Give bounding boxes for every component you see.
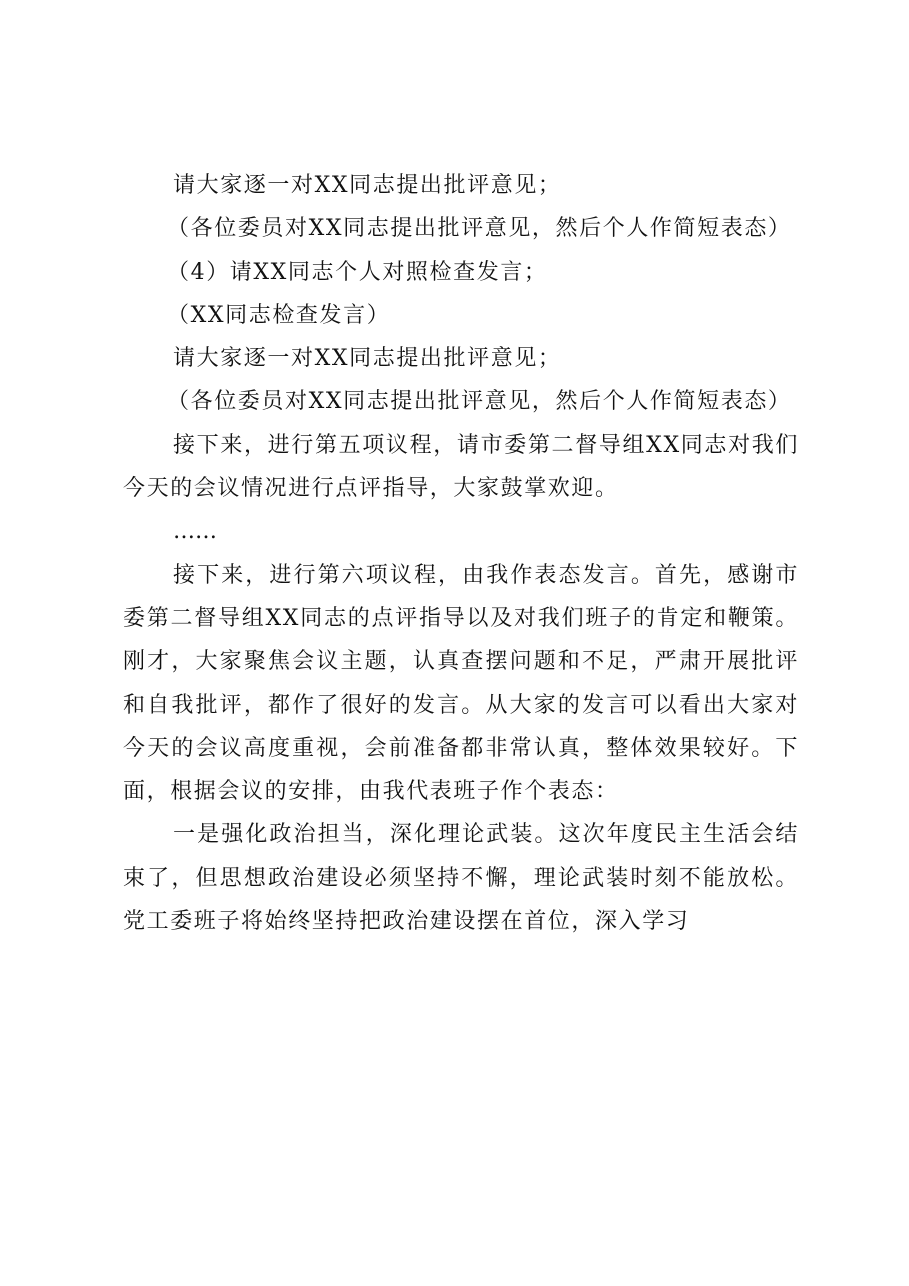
paragraph: 接下来，进行第五项议程，请市委第二督导组XX同志对我们今天的会议情况进行点评指导，大家鼓掌欢迎。 xyxy=(123,432,799,502)
paragraph: 请大家逐一对XX同志提出批评意见； xyxy=(173,173,562,198)
paragraph: 请大家逐一对XX同志提出批评意见； xyxy=(173,346,562,372)
paragraph: 一是强化政治担当，深化理论武装。这次年度民主生活会结束了，但思想政治建设必须坚持不懈，理论武装时刻不能放松。党工委班子将始终坚持把政治建设摆在首位，深入学习 xyxy=(123,822,799,935)
paragraph: （各位委员对XX同志提出批评意见，然后个人作简短表态） xyxy=(167,389,792,415)
paragraph: 接下来，进行第六项议程，由我作表态发言。首先，感谢市委第二督导组XX同志的点评指导以及对我们班子的肯定和鞭策。刚才，大家聚焦会议主题，认真查摆问题和不足，严肃开展批评和自我批评，都作了很好的发言。从大家的发言可以看出大家对今天的会议高度重视，会前准备都非常认真，整体效果较好。下面，根据会议的安排，由我代表班子作个表态： xyxy=(123,562,799,805)
paragraph: （各位委员对XX同志提出批评意见，然后个人作简短表态） xyxy=(167,216,792,242)
document-body xyxy=(123,164,799,943)
paragraph: （4）请XX同志个人对照检查发言； xyxy=(167,259,548,285)
paragraph: （XX同志检查发言） xyxy=(167,302,391,328)
ellipsis: …… xyxy=(173,519,217,545)
